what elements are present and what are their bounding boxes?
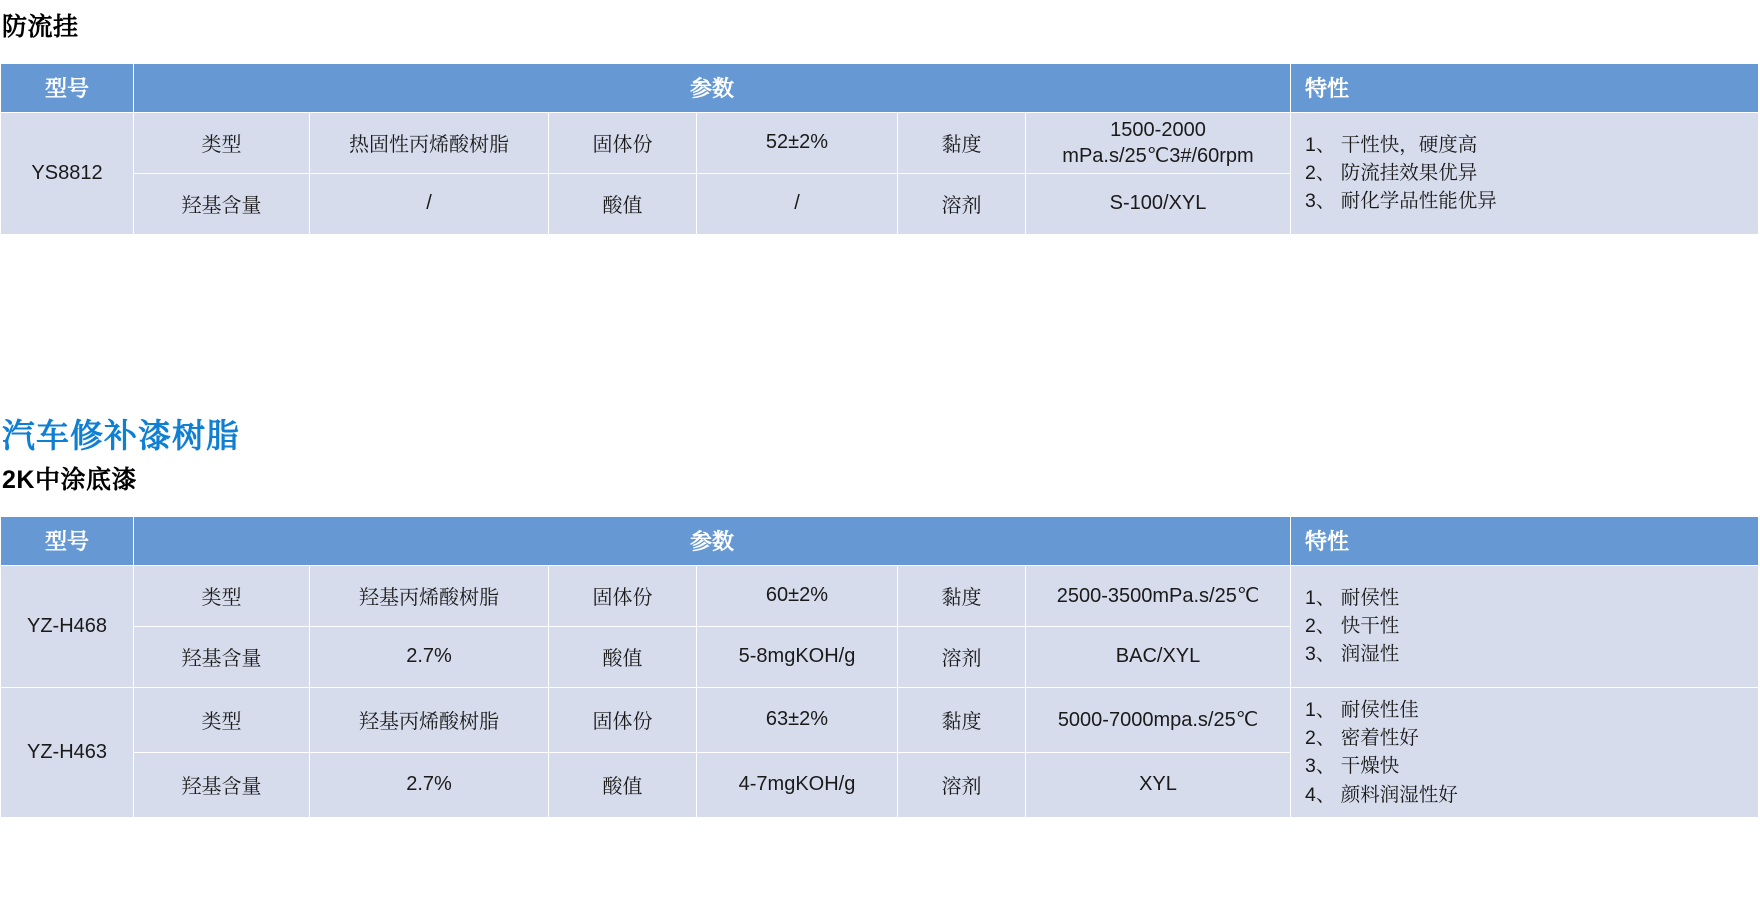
cell-param-label: 羟基含量 — [134, 173, 310, 234]
section-anti-sag — [0, 14, 1760, 235]
cell-param-value: 2.7% — [310, 626, 549, 687]
cell-param-value: 4-7mgKOH/g — [697, 752, 898, 817]
section-title-auto-refinish: 汽车修补漆树脂 — [2, 417, 240, 454]
table-header-row — [1, 516, 1759, 565]
feature-list — [1305, 696, 1758, 809]
cell-param-value: 5-8mgKOH/g — [697, 626, 898, 687]
cell-features — [1291, 565, 1759, 687]
cell-param-value: 5000-7000mpa.s/25℃ — [1026, 687, 1291, 752]
cell-param-value: 60±2% — [697, 565, 898, 626]
cell-features — [1291, 687, 1759, 817]
table-header-row — [1, 63, 1759, 112]
viscosity-line-2: mPa.s/25℃3#/60rpm — [1062, 144, 1254, 167]
cell-param-label: 酸值 — [549, 173, 697, 234]
cell-param-label: 固体份 — [549, 565, 697, 626]
feature-item: 1、 耐侯性 — [1305, 586, 1400, 609]
cell-param-label: 溶剂 — [898, 752, 1026, 817]
cell-param-value: / — [697, 173, 898, 234]
subsection-title-2k-primer: 2K中涂底漆 — [2, 466, 137, 495]
cell-param-value: XYL — [1026, 752, 1291, 817]
column-header-params: 参数 — [134, 63, 1291, 112]
viscosity-line-1: 1500-2000 — [1110, 118, 1206, 141]
cell-param-value: 羟基丙烯酸树脂 — [310, 565, 549, 626]
product-table-2k-primer — [0, 516, 1759, 818]
cell-param-label: 固体份 — [549, 687, 697, 752]
cell-param-label: 类型 — [134, 565, 310, 626]
feature-item: 3、 耐化学品性能优异 — [1305, 190, 1497, 213]
cell-param-label: 黏度 — [898, 565, 1026, 626]
feature-item: 1、 耐侯性佳 — [1305, 698, 1419, 721]
cell-param-label: 固体份 — [549, 112, 697, 173]
cell-param-value: / — [310, 173, 549, 234]
cell-param-value: 2500-3500mPa.s/25℃ — [1026, 565, 1291, 626]
cell-param-value: 63±2% — [697, 687, 898, 752]
cell-param-label: 溶剂 — [898, 173, 1026, 234]
cell-param-value: 52±2% — [697, 112, 898, 173]
feature-item: 2、 快干性 — [1305, 615, 1400, 638]
cell-param-label: 类型 — [134, 687, 310, 752]
cell-param-value: 羟基丙烯酸树脂 — [310, 687, 549, 752]
column-header-model: 型号 — [1, 63, 134, 112]
cell-features — [1291, 112, 1759, 234]
cell-param-value-viscosity — [1026, 112, 1291, 173]
cell-model: YZ-H463 — [1, 687, 134, 817]
cell-param-label: 羟基含量 — [134, 752, 310, 817]
cell-param-label: 酸值 — [549, 752, 697, 817]
cell-model: YZ-H468 — [1, 565, 134, 687]
feature-item: 2、 密着性好 — [1305, 727, 1419, 750]
cell-param-value: 热固性丙烯酸树脂 — [310, 112, 549, 173]
feature-item: 3、 干燥快 — [1305, 755, 1400, 778]
cell-param-label: 类型 — [134, 112, 310, 173]
table-row — [1, 112, 1759, 173]
product-table-anti-sag — [0, 63, 1759, 235]
cell-param-label: 酸值 — [549, 626, 697, 687]
feature-list — [1305, 584, 1758, 669]
column-header-params: 参数 — [134, 516, 1291, 565]
cell-param-label: 溶剂 — [898, 626, 1026, 687]
table-row — [1, 687, 1759, 752]
feature-item: 4、 颜料润湿性好 — [1305, 783, 1458, 806]
section-auto-refinish — [0, 418, 1760, 818]
cell-param-label: 羟基含量 — [134, 626, 310, 687]
table-row — [1, 565, 1759, 626]
cell-param-value: BAC/XYL — [1026, 626, 1291, 687]
cell-model: YS8812 — [1, 112, 134, 234]
cell-param-label: 黏度 — [898, 112, 1026, 173]
cell-param-label: 黏度 — [898, 687, 1026, 752]
cell-param-value: S-100/XYL — [1026, 173, 1291, 234]
feature-item: 2、 防流挂效果优异 — [1305, 161, 1478, 184]
cell-param-value: 2.7% — [310, 752, 549, 817]
column-header-features: 特性 — [1291, 63, 1759, 112]
column-header-model: 型号 — [1, 516, 134, 565]
column-header-features: 特性 — [1291, 516, 1759, 565]
feature-item: 1、 干性快，硬度高 — [1305, 133, 1478, 156]
feature-item: 3、 润湿性 — [1305, 643, 1400, 666]
feature-list — [1305, 131, 1758, 216]
section-title-anti-sag: 防流挂 — [2, 13, 79, 41]
